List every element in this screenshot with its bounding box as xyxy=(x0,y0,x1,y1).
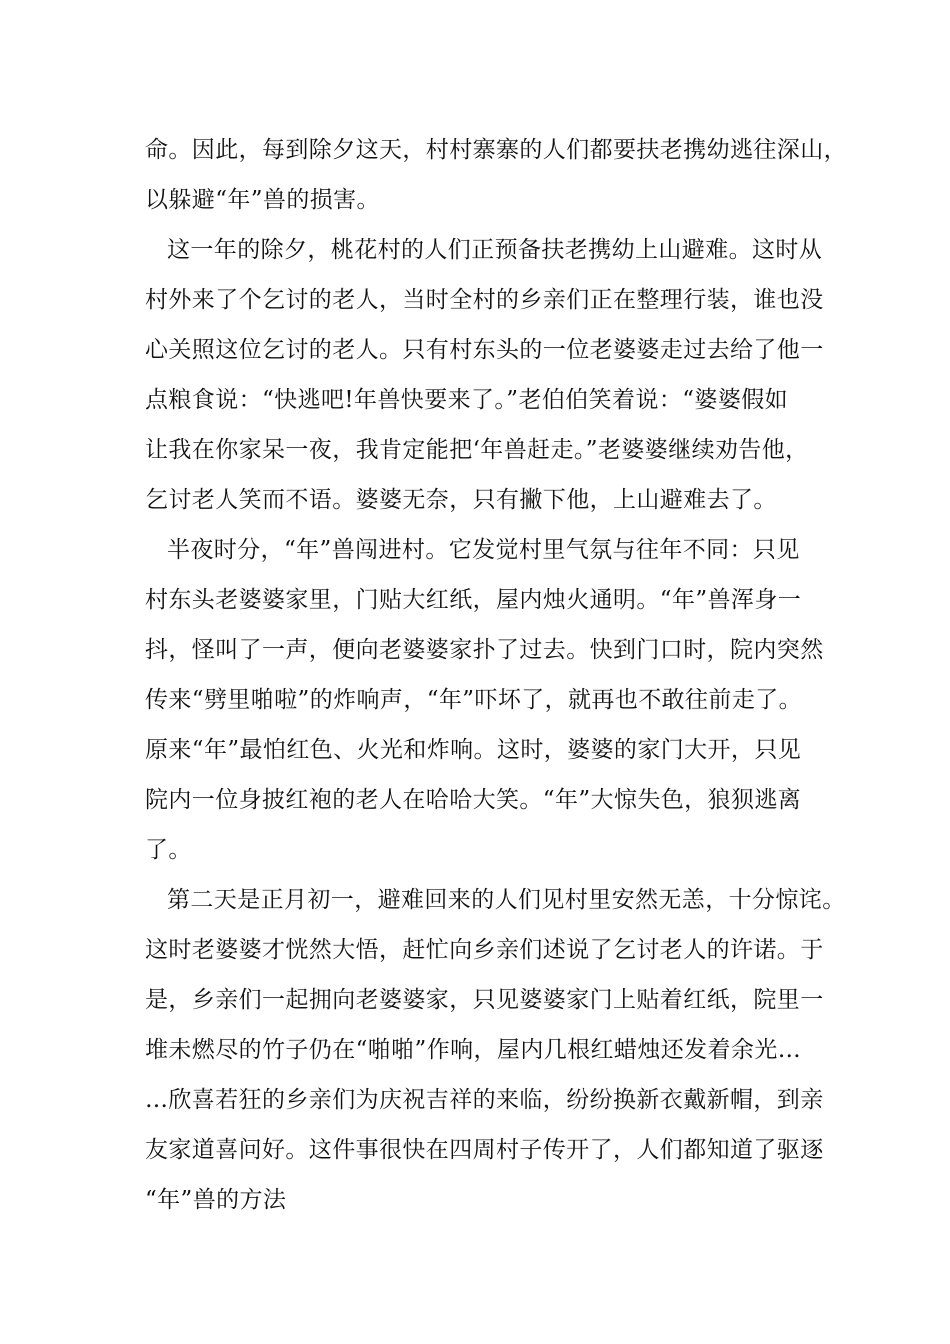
text-line: 原来“年”最怕红色、火光和炸响。这时，婆婆的家门大开，只见 xyxy=(145,737,802,763)
text-line: 传来“劈里啪啦”的炸响声，“年”吓坏了，就再也不敢往前走了。 xyxy=(145,687,803,713)
text-line: 以躲避“年”兽的损害。 xyxy=(145,187,380,213)
text-line: 命。因此，每到除夕这天，村村寨寨的人们都要扶老携幼逃往深山， xyxy=(145,137,847,163)
text-line: 村外来了个乞讨的老人，当时全村的乡亲们正在整理行装，谁也没 xyxy=(145,287,824,313)
text-line: “年”兽的方法 xyxy=(145,1187,287,1213)
text-line: 堆未燃尽的竹子仍在“啪啪”作响，屋内几根红蜡烛还发着余光… xyxy=(145,1037,802,1063)
text-line: 是，乡亲们一起拥向老婆婆家，只见婆婆家门上贴着红纸，院里一 xyxy=(145,987,824,1013)
text-line: 院内一位身披红袍的老人在哈哈大笑。“年”大惊失色，狼狈逃离 xyxy=(145,787,802,813)
text-line: 抖，怪叫了一声，便向老婆婆家扑了过去。快到门口时，院内突然 xyxy=(145,637,824,663)
text-line: 让我在你家呆一夜，我肯定能把‘年兽赶走。”老婆婆继续劝告他， xyxy=(145,437,809,463)
text-line: 这时老婆婆才恍然大悟，赶忙向乡亲们述说了乞讨老人的许诺。于 xyxy=(145,937,824,963)
paragraph-start-line: 半夜时分，“年”兽闯进村。它发觉村里气氛与往年不同：只见 xyxy=(167,537,800,563)
paragraph-start-line: 第二天是正月初一，避难回来的人们见村里安然无恙，十分惊诧。 xyxy=(167,887,846,913)
text-line: 了。 xyxy=(145,837,192,863)
text-line: 乞讨老人笑而不语。婆婆无奈，只有撇下他，上山避难去了。 xyxy=(145,487,777,513)
text-line: …欣喜若狂的乡亲们为庆祝吉祥的来临，纷纷换新衣戴新帽，到亲 xyxy=(145,1087,824,1113)
text-line: 点粮食说：“快逃吧!年兽快要来了。”老伯伯笑着说：“婆婆假如 xyxy=(145,387,789,413)
paragraph-start-line: 这一年的除夕，桃花村的人们正预备扶老携幼上山避难。这时从 xyxy=(167,237,823,263)
text-line: 心关照这位乞讨的老人。只有村东头的一位老婆婆走过去给了他一 xyxy=(145,337,824,363)
text-line: 友家道喜问好。这件事很快在四周村子传开了，人们都知道了驱逐 xyxy=(145,1137,824,1163)
text-line: 村东头老婆婆家里，门贴大红纸，屋内烛火通明。“年”兽浑身一 xyxy=(145,587,802,613)
